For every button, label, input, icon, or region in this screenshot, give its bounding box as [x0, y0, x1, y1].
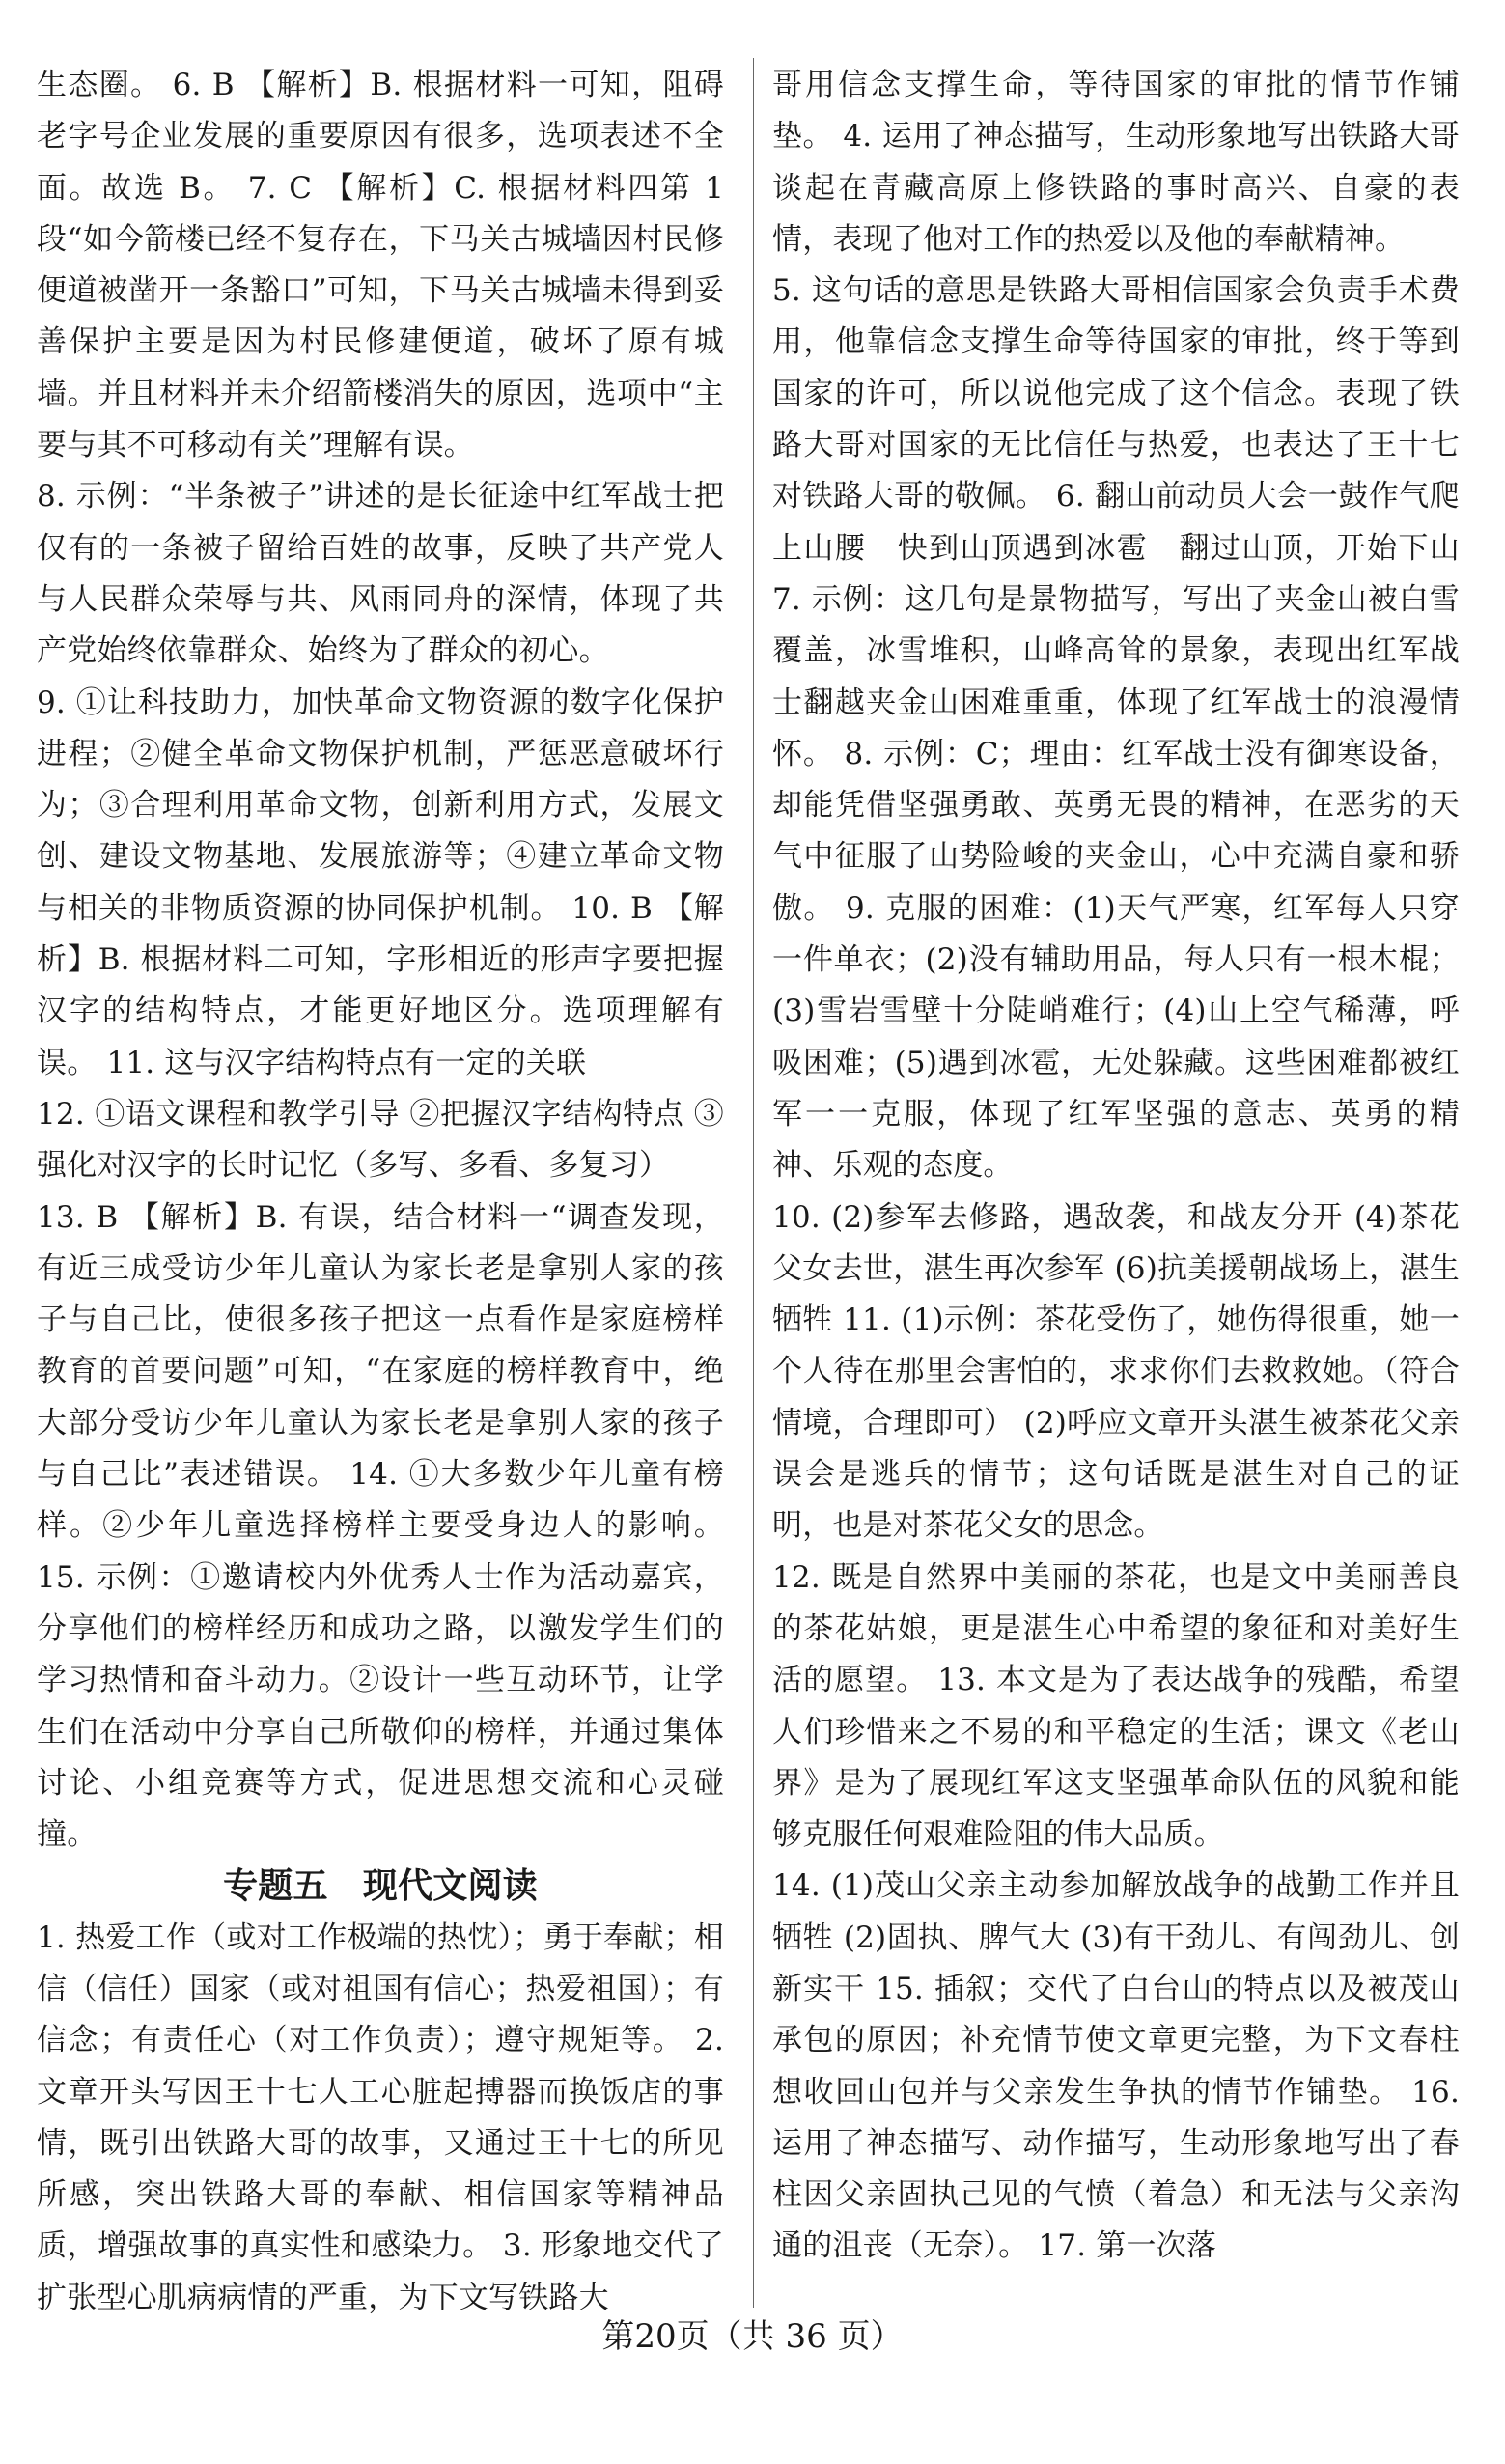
answer-paragraph: 9. ①让科技助力，加快革命文物资源的数字化保护进程；②健全革命文物保护机制，严惩恶意破坏行为；③合理利用革命文物，创新利用方式，发展文创、建设文物基地、发展旅游等；④建立革命文物与相关的非物质资源的协同保护机制。 10. B 【解析】B. 根据材料二可知，字形相近的形声字要把握汉字的结构特点，才能更好地区分。选项理解有误。 11. 这与汉字结构特点有一定的关联	[37, 685, 724, 1080]
answer-paragraph: 12. ①语文课程和教学引导 ②把握汉字结构特点 ③强化对汉字的长时记忆（多写、多看、多复习）	[37, 1096, 724, 1184]
answer-paragraph: 哥用信念支撑生命，等待国家的审批的情节作铺垫。 4. 运用了神态描写，生动形象地写出铁路大哥谈起在青藏高原上修铁路的事时高兴、自豪的表情，表现了他对工作的热爱以及他的奉献精神。	[772, 68, 1460, 257]
column-divider	[753, 58, 754, 2308]
left-column	[37, 60, 724, 2324]
answer-paragraph: 10. (2)参军去修路，遇敌袭，和战友分开 (4)茶花父女去世，湛生再次参军 (6)抗美援朝战场上，湛生牺牲 11. (1)示例：茶花受伤了，她伤得很重，她一个人待在那里会害怕的，求求你们去救救她。（符合情境，合理即可） (2)呼应文章开头湛生被茶花父亲误会是逃兵的情节；这句话既是湛生对自己的证明，也是对茶花父女的思念。	[772, 1199, 1460, 1544]
right-column	[772, 60, 1460, 2273]
page-number: 第20页（共 36 页）	[601, 2317, 904, 2356]
section-title: 专题五 现代文阅读	[223, 1866, 538, 1907]
answer-paragraph: 8. 示例：“半条被子”讲述的是长征途中红军战士把仅有的一条被子留给百姓的故事，反映了共产党人与人民群众荣辱与共、风雨同舟的深情，体现了共产党始终依靠群众、始终为了群众的初心。	[37, 479, 724, 669]
answer-paragraph: 生态圈。 6. B 【解析】B. 根据材料一可知，阻碍老字号企业发展的重要原因有很多，选项表述不全面。故选 B。 7. C 【解析】C. 根据材料四第 1 段“如今箭楼已经不复存在，下马关古城墙因村民修便道被凿开一条豁口”可知，下马关古城墙未得到妥善保护主要是因为村民修建便道，破坏了原有城墙。并且材料并未介绍箭楼消失的原因，选项中“主要与其不可移动有关”理解有误。	[37, 68, 724, 463]
answer-paragraph: 5. 这句话的意思是铁路大哥相信国家会负责手术费用，他靠信念支撑生命等待国家的审批，终于等到国家的许可，所以说他完成了这个信念。表现了铁路大哥对国家的无比信任与热爱，也表达了王十七对铁路大哥的敬佩。 6. 翻山前动员大会一鼓作气爬上山腰 快到山顶遇到冰雹 翻过山顶，开始下山 7. 示例：这几句是景物描写，写出了夹金山被白雪覆盖，冰雪堆积，山峰高耸的景象，表现出红军战士翻越夹金山困难重重，体现了红军战士的浪漫情怀。 8. 示例：C；理由：红军战士没有御寒设备，却能凭借坚强勇敢、英勇无畏的精神，在恶劣的天气中征服了山势险峻的夹金山，心中充满自豪和骄傲。 9. 克服的困难：(1)天气严寒，红军每人只穿一件单衣；(2)没有辅助用品，每人只有一根木棍；(3)雪岩雪壁十分陡峭难行；(4)山上空气稀薄，呼吸困难；(5)遇到冰雹，无处躲藏。这些困难都被红军一一克服，体现了红军坚强的意志、英勇的精神、乐观的态度。	[772, 273, 1460, 1184]
answer-paragraph: 13. B 【解析】B. 有误，结合材料一“调查发现，有近三成受访少年儿童认为家长老是拿别人家的孩子与自己比，使很多孩子把这一点看作是家庭榜样教育的首要问题”可知，“在家庭的榜样教育中，绝大部分受访少年儿童认为家长老是拿别人家的孩子与自己比”表述错误。 14. ①大多数少年儿童有榜样。②少年儿童选择榜样主要受身边人的影响。 15. 示例：①邀请校内外优秀人士作为活动嘉宾，分享他们的榜样经历和成功之路，以激发学生们的学习热情和奋斗动力。②设计一些互动环节，让学生们在活动中分享自己所敬仰的榜样，并通过集体讨论、小组竞赛等方式，促进思想交流和心灵碰撞。	[37, 1199, 724, 1853]
answer-paragraph: 14. (1)茂山父亲主动参加解放战争的战勤工作并且牺牲 (2)固执、脾气大 (3)有干劲儿、有闯劲儿、创新实干 15. 插叙；交代了白台山的特点以及被茂山承包的原因；补充情节使文章更完整，为下文春柱想收回山包并与父亲发生争执的情节作铺垫。 16. 运用了神态描写、动作描写，生动形象地写出了春柱因父亲固执己见的气愤（着急）和无法与父亲沟通的沮丧（无奈）。 17. 第一次落	[772, 1868, 1460, 2264]
answer-paragraph: 1. 热爱工作（或对工作极端的热忱）；勇于奉献；相信（信任）国家（或对祖国有信心；热爱祖国）；有信念；有责任心（对工作负责）；遵守规矩等。 2. 文章开头写因王十七人工心脏起搏器而换饭店的事情，既引出铁路大哥的故事，又通过王十七的所见所感，突出铁路大哥的奉献、相信国家等精神品质，增强故事的真实性和感染力。 3. 形象地交代了扩张型心肌病病情的严重，为下文写铁路大	[37, 1919, 724, 2315]
answer-paragraph: 12. 既是自然界中美丽的茶花，也是文中美丽善良的茶花姑娘，更是湛生心中希望的象征和对美好生活的愿望。 13. 本文是为了表达战争的残酷，希望人们珍惜来之不易的和平稳定的生活；课文《老山界》是为了展现红军这支坚强革命队伍的风貌和能够克服任何艰难险阻的伟大品质。	[772, 1559, 1460, 1853]
